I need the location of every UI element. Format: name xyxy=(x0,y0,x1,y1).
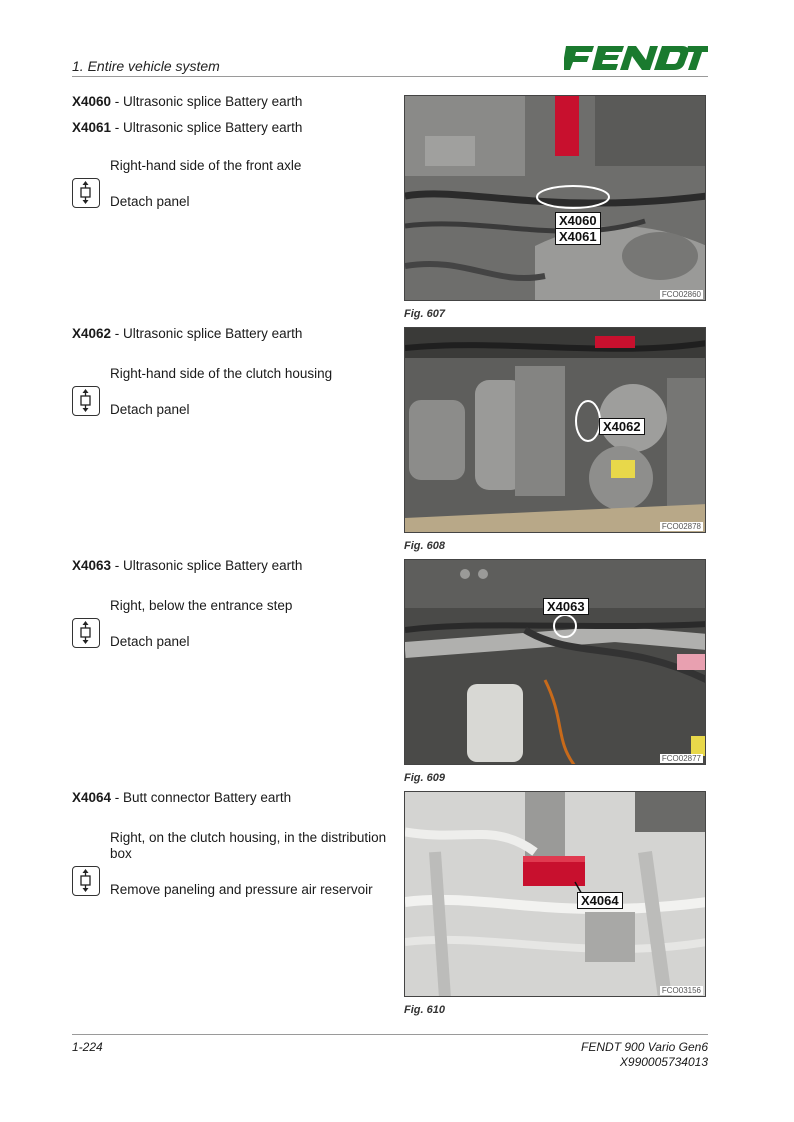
connector-code: X4063 xyxy=(72,558,112,573)
connector-entry xyxy=(72,120,392,136)
connector-entry xyxy=(72,326,392,342)
document-number: X990005734013 xyxy=(619,1055,708,1069)
figure-608-photo xyxy=(404,327,706,533)
connector-entry xyxy=(72,558,392,574)
footer-divider xyxy=(72,1034,708,1035)
callout-label: X4063 xyxy=(543,598,589,615)
figure-code: FCO02878 xyxy=(661,522,701,531)
location-text: Right-hand side of the clutch housing xyxy=(110,366,333,381)
section-x4063 xyxy=(72,558,392,649)
connector-entry xyxy=(72,790,392,806)
callout-label: X4061 xyxy=(555,228,601,245)
callout-label: X4064 xyxy=(577,892,623,909)
remove-paneling-icon xyxy=(72,866,100,896)
footer-doc-info xyxy=(581,1040,708,1070)
figure-607-photo xyxy=(404,95,706,301)
section-x4060-x4061 xyxy=(72,94,392,209)
section-x4062 xyxy=(72,326,392,417)
connector-code: X4060 xyxy=(72,94,112,109)
action-text: Detach panel xyxy=(110,634,190,649)
callout-label: X4062 xyxy=(599,418,645,435)
fendt-logo xyxy=(564,44,708,72)
connector-desc: - Ultrasonic splice Battery earth xyxy=(111,558,303,573)
figure-610-render xyxy=(404,791,706,997)
figure-caption: Fig. 607 xyxy=(404,308,445,320)
action-text: Remove paneling and pressure air reservoir xyxy=(110,882,373,897)
connector-code: X4061 xyxy=(72,120,112,135)
figure-caption: Fig. 608 xyxy=(404,540,445,552)
connector-code: X4064 xyxy=(72,790,112,805)
detach-panel-icon xyxy=(72,618,100,648)
connector-desc: - Ultrasonic splice Battery earth xyxy=(111,94,303,109)
header-divider xyxy=(72,76,708,77)
callout-label: X4060 xyxy=(555,212,601,229)
page-number: 1-224 xyxy=(72,1040,103,1054)
connector-desc: - Ultrasonic splice Battery earth xyxy=(111,120,303,135)
figure-609-photo xyxy=(404,559,706,765)
detach-panel-icon xyxy=(72,178,100,208)
page-header-title: 1. Entire vehicle system xyxy=(72,58,220,74)
location-text: Right, below the entrance step xyxy=(110,598,293,613)
connector-desc: - Butt connector Battery earth xyxy=(111,790,292,805)
action-text: Detach panel xyxy=(110,402,190,417)
figure-caption: Fig. 610 xyxy=(404,1004,445,1016)
section-x4064 xyxy=(72,790,392,897)
location-text: Right-hand side of the front axle xyxy=(110,158,302,173)
detach-panel-icon xyxy=(72,386,100,416)
action-text: Detach panel xyxy=(110,194,190,209)
connector-entry xyxy=(72,94,392,110)
figure-code: FCO03156 xyxy=(661,986,701,995)
model-name: FENDT 900 Vario Gen6 xyxy=(581,1040,708,1054)
connector-desc: - Ultrasonic splice Battery earth xyxy=(111,326,303,341)
connector-code: X4062 xyxy=(72,326,112,341)
figure-caption: Fig. 609 xyxy=(404,772,445,784)
location-text: Right, on the clutch housing, in the distribution box xyxy=(110,830,387,861)
figure-code: FCO02877 xyxy=(661,754,701,763)
figure-code: FCO02860 xyxy=(661,290,701,299)
